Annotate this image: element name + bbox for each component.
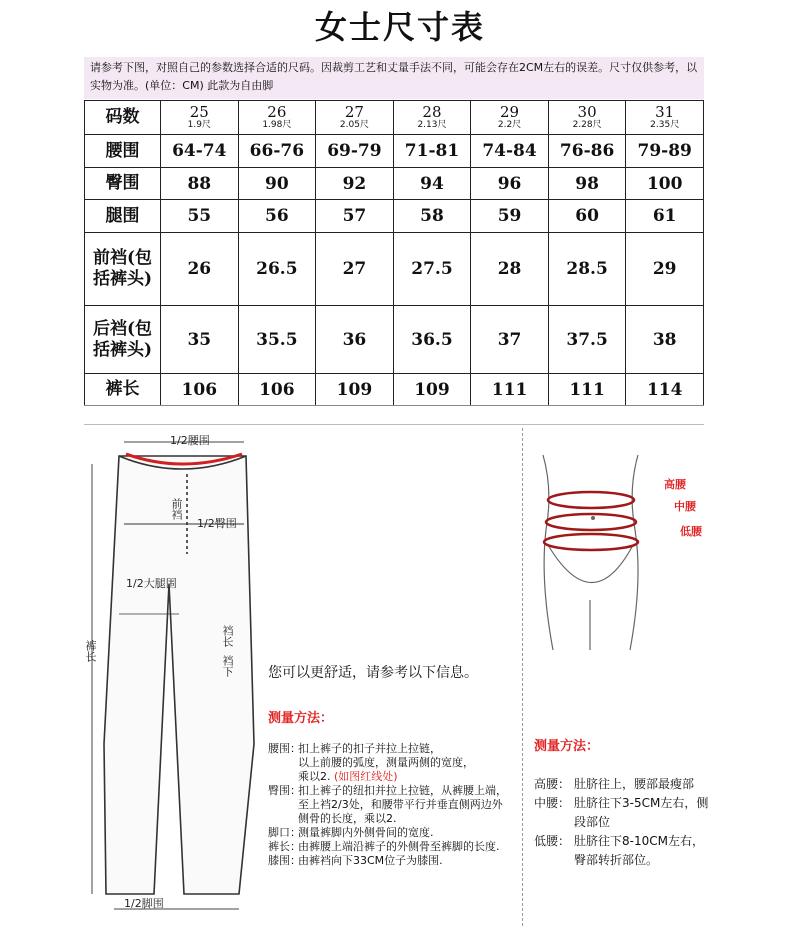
size-cell: 29 2.2尺 bbox=[471, 101, 549, 135]
value-cell: 94 bbox=[393, 168, 471, 200]
method-knee: 膝围： 由裤裆向下33CM位子为膝围. bbox=[268, 854, 443, 867]
method-waist: 腰围： 扣上裤子的扣子并拉上拉链， 以上前腰的弧度，测量两侧的宽度， 乘以2. (如图红线处) bbox=[268, 742, 474, 783]
method-hip: 臀围： 扣上裤子的纽扣并拉上拉链，从裤腰上端， 至上裆2/3处，和腰带平行并垂直侧两边外 侧骨的长度，乘以2. bbox=[268, 784, 507, 825]
row-label: 腿围 bbox=[85, 200, 161, 233]
size-notice: 请参考下图，对照自己的参数选择合适的尺码。因裁剪工艺和丈量手法不同，可能会存在2CM左右的误差。尺寸仅供参考，以实物为准。(单位：CM) 此款为自由脚 bbox=[84, 57, 704, 99]
value-cell: 100 bbox=[626, 168, 704, 200]
row-label: 裤长 bbox=[85, 374, 161, 406]
table-row-back-rise bbox=[85, 306, 704, 374]
value-cell: 27 bbox=[316, 233, 394, 306]
page-title: 女士尺寸表 bbox=[314, 8, 485, 46]
table-row-waist bbox=[85, 135, 704, 168]
waist-type-high: 高腰： 肚脐往上，腰部最瘦部 bbox=[534, 777, 695, 791]
hem-label: 1/2脚围 bbox=[124, 897, 164, 910]
value-cell: 56 bbox=[238, 200, 316, 233]
waist-type-mid: 中腰： 肚脐往下3-5CM左右，侧 段部位 bbox=[534, 796, 709, 829]
mid-waist-label: 中腰 bbox=[674, 500, 696, 513]
method-title: 测量方法： bbox=[268, 711, 334, 726]
value-cell: 114 bbox=[626, 374, 704, 406]
pants-illustration bbox=[84, 424, 284, 929]
method-title-right: 测量方法： bbox=[534, 739, 600, 754]
value-cell: 92 bbox=[316, 168, 394, 200]
value-cell: 35.5 bbox=[238, 306, 316, 374]
row-label: 臀围 bbox=[85, 168, 161, 200]
waist-type-list bbox=[534, 775, 714, 870]
value-cell: 111 bbox=[471, 374, 549, 406]
method-hem: 脚口： 测量裤脚内外侧骨间的宽度. bbox=[268, 826, 434, 839]
row-label: 码数 bbox=[85, 101, 161, 135]
size-cell: 25 1.9尺 bbox=[161, 101, 239, 135]
table-row-sizes bbox=[85, 101, 704, 135]
waist-label: 1/2腰围 bbox=[170, 434, 210, 447]
value-cell: 96 bbox=[471, 168, 549, 200]
column-divider bbox=[522, 428, 523, 926]
intro-text: 您可以更舒适，请参考以下信息。 bbox=[268, 665, 478, 681]
value-cell: 35 bbox=[161, 306, 239, 374]
value-cell: 36 bbox=[316, 306, 394, 374]
table-row-front-rise bbox=[85, 233, 704, 306]
back-rise-label-2: 裆下 bbox=[221, 655, 234, 677]
value-cell: 90 bbox=[238, 168, 316, 200]
value-cell: 59 bbox=[471, 200, 549, 233]
table-row-hip bbox=[85, 168, 704, 200]
value-cell: 98 bbox=[548, 168, 626, 200]
value-cell: 76-86 bbox=[548, 135, 626, 168]
row-label: 腰围 bbox=[85, 135, 161, 168]
section-divider bbox=[84, 405, 704, 406]
value-cell: 37.5 bbox=[548, 306, 626, 374]
size-cell: 26 1.98尺 bbox=[238, 101, 316, 135]
value-cell: 66-76 bbox=[238, 135, 316, 168]
value-cell: 60 bbox=[548, 200, 626, 233]
high-waist-label: 高腰 bbox=[664, 478, 686, 491]
value-cell: 71-81 bbox=[393, 135, 471, 168]
value-cell: 64-74 bbox=[161, 135, 239, 168]
value-cell: 28.5 bbox=[548, 233, 626, 306]
value-cell: 57 bbox=[316, 200, 394, 233]
value-cell: 28 bbox=[471, 233, 549, 306]
body-illustration bbox=[538, 450, 668, 655]
value-cell: 74-84 bbox=[471, 135, 549, 168]
row-label: 后裆(包括裤头) bbox=[85, 306, 161, 374]
size-cell: 31 2.35尺 bbox=[626, 101, 704, 135]
low-waist-label: 低腰 bbox=[680, 525, 702, 538]
hip-label: 1/2臀围 bbox=[197, 517, 237, 530]
value-cell: 55 bbox=[161, 200, 239, 233]
table-row-thigh bbox=[85, 200, 704, 233]
value-cell: 109 bbox=[393, 374, 471, 406]
front-rise-label: 前裆 bbox=[170, 498, 183, 520]
value-cell: 38 bbox=[626, 306, 704, 374]
value-cell: 69-79 bbox=[316, 135, 394, 168]
back-rise-label: 裆长 bbox=[221, 625, 234, 647]
value-cell: 36.5 bbox=[393, 306, 471, 374]
value-cell: 26 bbox=[161, 233, 239, 306]
table-row-length bbox=[85, 374, 704, 406]
row-label: 前裆(包括裤头) bbox=[85, 233, 161, 306]
length-label: 裤长 bbox=[84, 640, 97, 662]
value-cell: 58 bbox=[393, 200, 471, 233]
value-cell: 26.5 bbox=[238, 233, 316, 306]
size-cell: 28 2.13尺 bbox=[393, 101, 471, 135]
size-cell: 27 2.05尺 bbox=[316, 101, 394, 135]
size-table bbox=[84, 100, 704, 406]
method-length: 裤长： 由裤腰上端沿裤子的外侧骨至裤脚的长度. bbox=[268, 840, 500, 853]
waist-type-low: 低腰： 肚脐往下8-10CM左右， 臀部转折部位。 bbox=[534, 834, 704, 867]
value-cell: 37 bbox=[471, 306, 549, 374]
value-cell: 88 bbox=[161, 168, 239, 200]
size-cell: 30 2.28尺 bbox=[548, 101, 626, 135]
value-cell: 111 bbox=[548, 374, 626, 406]
method-list bbox=[268, 742, 518, 868]
value-cell: 27.5 bbox=[393, 233, 471, 306]
value-cell: 109 bbox=[316, 374, 394, 406]
value-cell: 106 bbox=[238, 374, 316, 406]
value-cell: 29 bbox=[626, 233, 704, 306]
value-cell: 79-89 bbox=[626, 135, 704, 168]
value-cell: 106 bbox=[161, 374, 239, 406]
thigh-label: 1/2大腿围 bbox=[126, 577, 177, 590]
value-cell: 61 bbox=[626, 200, 704, 233]
